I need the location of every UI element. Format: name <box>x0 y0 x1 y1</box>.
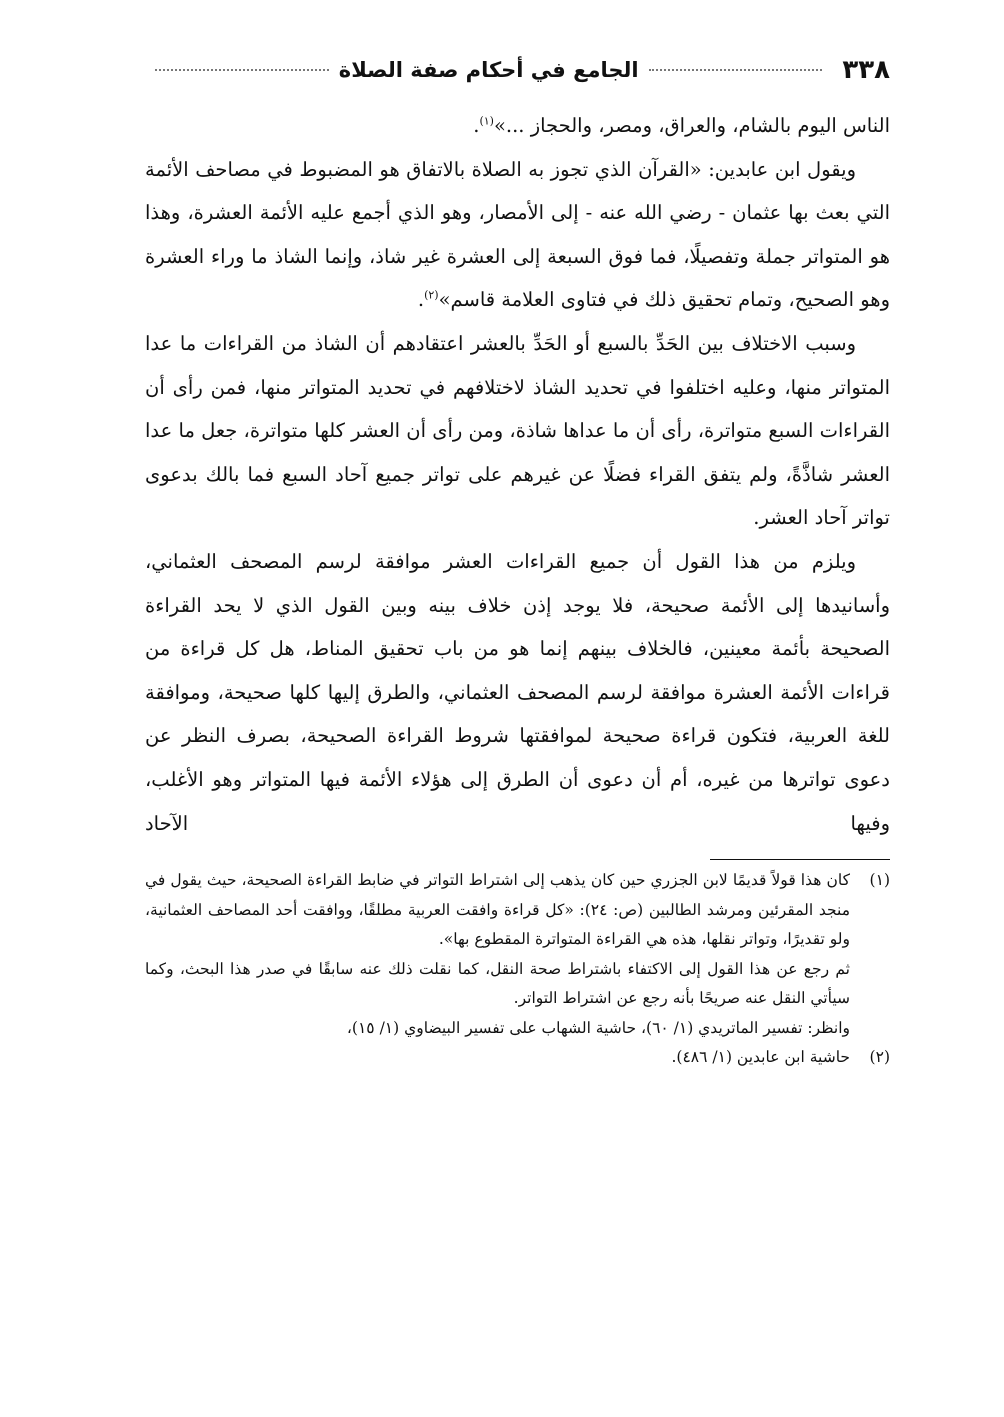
footnote-separator <box>710 859 890 860</box>
paragraph-end: . <box>473 114 480 137</box>
footnote-text: وانظر: تفسير الماتريدي (١/ ٦٠)، حاشية الشهاب على تفسير البيضاوي (١/ ١٥)، <box>346 1018 850 1037</box>
footnote-number: (٢) <box>869 1048 890 1067</box>
paragraph <box>145 322 890 540</box>
running-header <box>145 40 890 100</box>
paragraph-text: ويقول ابن عابدين: «القرآن الذي تجوز به الصلاة بالاتفاق هو المضبوط في مصاحف الأئمة التي بعث بها عثمان - رضي الله عنه - إلى الأمصار، وهو الذي أجمع عليه الأئمة العشرة، وهذا هو المتواتر جملة وتفصيلًا، فما فوق السبعة إلى العشرة غير شاذ، وإنما الشاذ ما وراء العشرة وهو الصحيح، وتمام تحقيق ذلك في فتاوى العلامة قاسم» <box>145 157 890 312</box>
paragraph <box>145 148 890 322</box>
book-page <box>145 40 890 1073</box>
header-dotted-leader <box>649 69 823 71</box>
header-dotted-leader <box>155 69 329 71</box>
footnote-1 <box>145 866 890 955</box>
footnotes <box>145 866 890 1073</box>
footnote-text: ثم رجع عن هذا القول إلى الاكتفاء باشتراط صحة النقل، كما نقلت ذلك عنه سابقًا في صدر هذا البحث، وكما سيأتي النقل عنه صريحًا بأنه رجع عن اشتراط التواتر. <box>145 959 850 1008</box>
paragraph <box>145 104 890 148</box>
footnote-number: (١) <box>869 871 890 890</box>
paragraph-end: . <box>417 288 425 312</box>
paragraph-text: ويلزم من هذا القول أن جميع القراءات العشر موافقة لرسم المصحف العثماني، وأسانيدها إلى الأئمة صحيحة، فلا يوجد إذن خلاف بينه وبين القول الذي لا يحد القراءة الصحيحة بأئمة معينين، فالخلاف بينهم إنما هو من باب تحقيق المناط، هل كل قراءة من قراءات الأئمة العشرة موافقة لرسم المصحف العثماني، والطرق إليها كلها صحيحة، وموافقة للغة العربية، فتكون قراءة صحيحة لموافقتها شروط القراءة الصحيحة، بصرف النظر عن دعوى تواترها من غيره، أم أن دعوى أن الطرق إلى هؤلاء الأئمة فيها المتواتر وهو الأغلب، وفيها الآحاد <box>145 549 890 835</box>
footnote-reference: (١) <box>479 114 494 128</box>
paragraph <box>145 540 890 845</box>
footnote-text: حاشية ابن عابدين (١/ ٤٨٦). <box>671 1048 850 1067</box>
page-number: ٣٣٨ <box>842 55 890 85</box>
footnote-text: كان هذا قولاً قديمًا لابن الجزري حين كان يذهب إلى اشتراط التواتر في ضابط القراءة الصحيحة، حيث يقول في منجد المقرئين ومرشد الطالبين (ص: ٢٤): «كل قراءة وافقت العربية مطلقًا، ووافقت أحد المصاحف العثمانية، ولو تقديرًا، وتواتر نقلها، هذه هي القراءة المتواترة المقطوع بها». <box>145 871 850 949</box>
book-title: الجامع في أحكام صفة الصلاة <box>338 58 639 82</box>
paragraph-text: وسبب الاختلاف بين الحَدِّ بالسبع أو الحَدِّ بالعشر اعتقادهم أن الشاذ من القراءات ما عدا المتواتر منها، وعليه اختلفوا في تحديد الشاذ لاختلافهم في تحديد المتواتر منها، فمن رأى أن القراءات السبع متواترة، رأى أن ما عداها شاذة، ومن رأى أن العشر كلها متواترة، جعل ما عدا العشر شاذَّةً، ولم يتفق القراء فضلًا عن غيرهم على تواتر جميع آحاد السبع فما بالك بدعوى تواتر آحاد العشر. <box>145 331 890 530</box>
main-text <box>145 104 890 845</box>
paragraph-text: الناس اليوم بالشام، والعراق، ومصر، والحجاز ...» <box>493 114 890 137</box>
footnote-2 <box>145 1043 890 1073</box>
footnote-reference: (٢) <box>424 288 439 302</box>
